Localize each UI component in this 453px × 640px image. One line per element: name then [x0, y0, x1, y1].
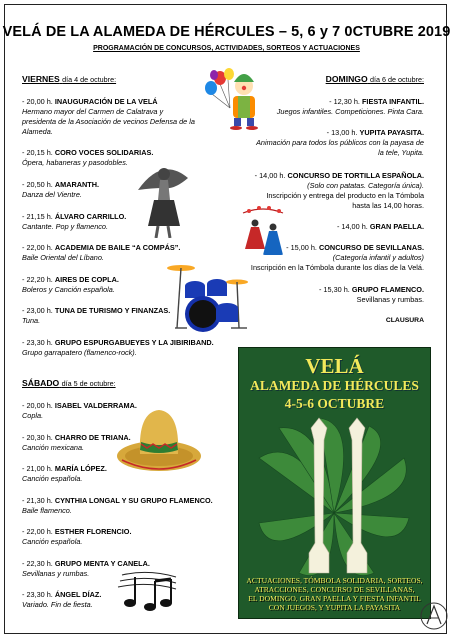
- event-time: - 13,00 h.: [326, 128, 360, 137]
- event-time: - 23,30 h.: [22, 338, 55, 347]
- event-time: - 12,30 h.: [329, 97, 362, 106]
- event-name: AMARANTH.: [54, 180, 100, 189]
- flamenco-dancer-icon: [241, 205, 285, 261]
- event-name: INAUGURACIÓN DE LA VELÁ: [54, 97, 158, 106]
- event-item: [22, 97, 195, 137]
- event-desc: (Categoría infantil y adultos): [332, 253, 424, 262]
- poster-text-line: ATRACCIONES, CONCURSO DE SEVILLANAS,: [254, 585, 415, 594]
- event-item: [22, 338, 214, 358]
- event-item: [22, 306, 170, 326]
- event-item: [22, 496, 213, 516]
- event-desc: Grupo garrapatero (flamenco-rock).: [22, 348, 137, 357]
- event-desc: (Solo con patatas. Categoría única).: [307, 181, 424, 190]
- closing-label: CLAUSURA: [385, 317, 424, 324]
- event-time: - 20,30 h.: [22, 433, 55, 442]
- day-date: día 6 de octubre:: [370, 75, 424, 84]
- day-date: día 4 de octubre:: [62, 75, 117, 84]
- event-time: - 20,50 h.: [22, 180, 55, 189]
- event-item: [337, 222, 424, 232]
- poster-subtitle: ALAMEDA DE HÉRCULES: [250, 378, 419, 393]
- music-notes-icon: [116, 565, 180, 613]
- poster-title: VELÁ: [305, 354, 364, 378]
- event-name: YUPITA PAYASITA.: [359, 128, 424, 137]
- event-item: [22, 180, 99, 200]
- logo-stamp-icon: [419, 598, 449, 634]
- event-name: CORO VOCES SOLIDARIAS.: [54, 148, 154, 157]
- event-desc: Tuna.: [22, 316, 41, 325]
- poster-text-line: ACTUACIONES, TÓMBOLA SOLIDARIA, SORTEOS,: [246, 576, 423, 585]
- event-desc: Sevillanas y rumbas.: [356, 295, 424, 304]
- event-name: MARÍA LÓPEZ.: [54, 464, 107, 473]
- event-name: GRUPO ESPURGABUEYES Y LA JIBIRIBAND.: [54, 338, 214, 347]
- event-desc: Boleros y Canción española.: [22, 285, 115, 294]
- day-heading-sabado: [22, 378, 116, 388]
- day-name: SÁBADO: [22, 378, 60, 388]
- event-item: [22, 464, 107, 484]
- event-name: ACADEMIA DE BAILE “A COMPÁS”.: [54, 243, 181, 252]
- event-desc: Canción española.: [22, 474, 83, 483]
- event-item: [22, 275, 119, 295]
- event-name: CONCURSO DE SEVILLANAS.: [318, 243, 424, 252]
- event-name: CYNTHIA LONGAL Y SU GRUPO FLAMENCO.: [54, 496, 213, 505]
- event-name: ISABEL VALDERRAMA.: [54, 401, 137, 410]
- clown-balloons-icon: [200, 68, 272, 130]
- belly-dancer-icon: [134, 160, 192, 238]
- event-name: GRUPO MENTA Y CANELA.: [54, 559, 150, 568]
- event-time: - 20,00 h.: [22, 401, 55, 410]
- event-time: - 22,00 h.: [22, 527, 55, 536]
- event-item: [22, 590, 101, 610]
- event-item: [319, 285, 424, 305]
- drum-kit-icon: [165, 258, 249, 334]
- event-desc: Inscripción y entrega del producto en la Tómbola: [266, 191, 424, 200]
- day-heading-viernes: [22, 74, 116, 84]
- event-desc: presidenta de la Asociación de vecinos Defensa de la: [22, 117, 195, 126]
- event-time: - 22,20 h.: [22, 275, 55, 284]
- event-time: - 21,30 h.: [22, 496, 55, 505]
- sombrero-icon: [116, 408, 202, 476]
- event-name: FIESTA INFANTIL.: [361, 97, 424, 106]
- event-name: ÁLVARO CARRILLO.: [54, 212, 127, 221]
- event-desc: Ópera, habaneras y pasodobles.: [22, 158, 128, 167]
- event-desc: Canción española.: [22, 537, 83, 546]
- event-desc: la tele, Yupita.: [378, 148, 424, 157]
- event-name: CONCURSO DE TORTILLA ESPAÑOLA.: [287, 171, 424, 180]
- event-desc: Baile Oriental del Líbano.: [22, 253, 104, 262]
- event-name: ÁNGEL DÍAZ.: [54, 590, 102, 599]
- event-time: - 23,00 h.: [22, 306, 55, 315]
- event-time: - 21,00 h.: [22, 464, 55, 473]
- event-item: [277, 97, 424, 117]
- event-time: - 14,00 h.: [254, 171, 288, 180]
- event-time: - 21,15 h.: [22, 212, 55, 221]
- event-name: TUNA DE TURISMO Y FINANZAS.: [54, 306, 171, 315]
- event-desc: hasta las 14,00 horas.: [352, 201, 424, 210]
- event-time: - 20,15 h.: [22, 148, 55, 157]
- day-name: DOMINGO: [325, 74, 368, 84]
- event-item: [22, 527, 131, 547]
- page-subtitle: PROGRAMACIÓN DE CONCURSOS, ACTIVIDADES, SORTEOS Y ACTUACIONES: [93, 45, 360, 52]
- day-heading-domingo: [326, 74, 424, 84]
- event-desc: Variado. Fin de fiesta.: [22, 600, 93, 609]
- event-desc: Animación para todos los públicos con la payasa de: [256, 138, 424, 147]
- event-desc: Copla.: [22, 411, 44, 420]
- event-item: [256, 128, 424, 158]
- event-desc: Inscripción en la Tómbola durante los días de la Velá.: [250, 263, 424, 272]
- event-desc: Hermano mayor del Carmen de Calatrava y: [22, 107, 164, 116]
- event-time: - 22,00 h.: [22, 243, 55, 252]
- event-desc: Canción mexicana.: [22, 443, 85, 452]
- event-item: [22, 243, 180, 263]
- page-title: VELÁ DE LA ALAMEDA DE HÉRCULES – 5, 6 y 7 0CTUBRE 2019: [2, 24, 451, 40]
- day-date: día 5 de octubre:: [61, 379, 116, 388]
- poster-text-line: CON JUEGOS, Y YUPITA LA PAYASITA: [268, 603, 401, 612]
- event-name: GRAN PAELLA.: [369, 222, 424, 231]
- event-time: - 22,30 h.: [22, 559, 55, 568]
- event-time: - 15,30 h.: [318, 285, 352, 294]
- poster-text-line: EL DOMINGO, GRAN PAELLA Y FIESTA INFANTIL: [248, 594, 421, 603]
- event-desc: Danza del Vientre.: [22, 190, 82, 199]
- event-desc: Cantante. Pop y flamenco.: [22, 222, 108, 231]
- event-item: [22, 433, 131, 453]
- event-time: - 23,30 h.: [22, 590, 55, 599]
- day-name: VIERNES: [22, 74, 60, 84]
- event-item: [22, 212, 126, 232]
- event-name: CHARRO DE TRIANA.: [54, 433, 131, 442]
- poster-dates: 4-5-6 OCTUBRE: [284, 396, 385, 411]
- event-desc: Alameda.: [22, 127, 53, 136]
- event-time: - 14,00 h.: [336, 222, 370, 231]
- event-name: AIRES DE COPLA.: [54, 275, 119, 284]
- event-desc: Sevillanas y rumbas.: [22, 569, 90, 578]
- event-time: - 20,00 h.: [22, 97, 55, 106]
- event-name: GRUPO FLAMENCO.: [351, 285, 424, 294]
- event-name: ESTHER FLORENCIO.: [54, 527, 132, 536]
- event-time: - 15,00 h.: [286, 243, 319, 252]
- event-poster: [238, 347, 431, 619]
- event-desc: Juegos infantiles. Competiciones. Pinta Cara.: [276, 107, 424, 116]
- event-desc: Baile flamenco.: [22, 506, 72, 515]
